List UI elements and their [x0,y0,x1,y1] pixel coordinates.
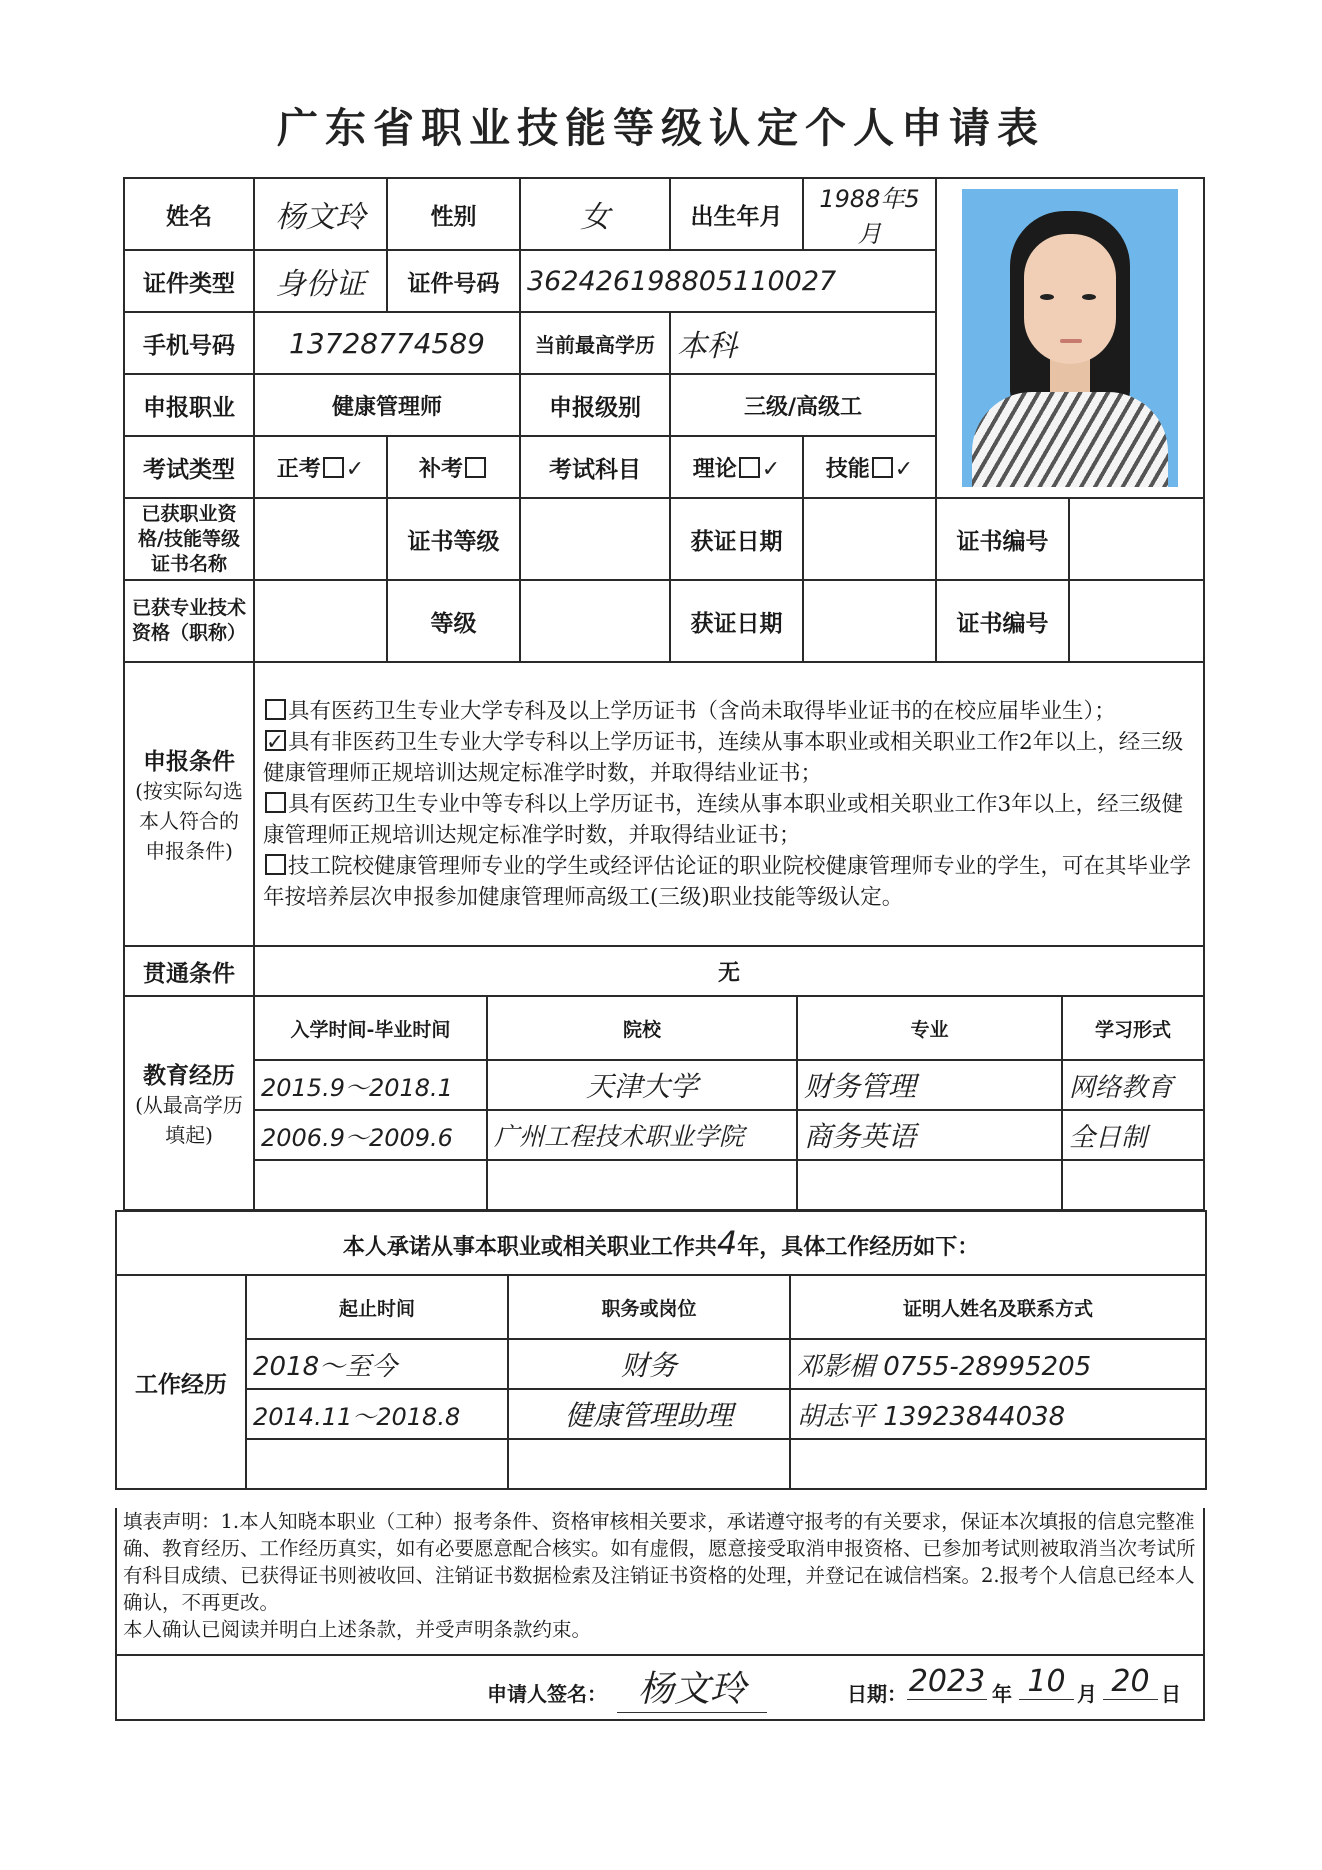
checkmark-icon: ✓ [761,456,781,482]
edu-label: 当前最高学历 [520,312,670,374]
work-header: 职务或岗位 [508,1275,790,1339]
checkmark-icon: ✓ [266,729,285,755]
photo-cell [936,178,1204,498]
education-school[interactable] [487,1160,797,1210]
condition-text: 具有医药卫生专业大学专科及以上学历证书（含尚未取得毕业证书的在校应届毕业生）； [288,698,1116,724]
work-position[interactable]: 健康管理助理 [508,1389,790,1439]
work-header: 证明人姓名及联系方式 [790,1275,1206,1339]
table-row [124,1160,1204,1210]
education-period[interactable]: 2015.9～2018.1 [254,1060,487,1110]
level-label: 申报级别 [520,374,670,436]
education-major[interactable]: 商务英语 [797,1110,1062,1160]
table-row [116,1439,1206,1489]
vocational-cert-label: 已获职业资格/技能等级证书名称 [124,498,254,580]
declaration-text: 填表声明：1.本人知晓本职业（工种）报考条件、资格审核相关要求，承诺遵守报考的有关要求，保证本次填报的信息完整准确、教育经历、工作经历真实，如有必要愿意配合核实。如有虚假，愿意接受取消申报资格、已参加考试则被取消当次考试所有科目成绩、已获得证书则被收回、注销证书数据检索及注销证书资格的处理，并登记在诚信档案。2.报考个人信息已经本人确认，不再更改。 [123,1510,1196,1614]
edu-value[interactable]: 本科 [670,312,936,374]
exam-makeup-text: 补考 [418,455,463,482]
subject-skill-text: 技能 [825,455,870,482]
declaration [115,1508,1205,1656]
job-label: 申报职业 [124,374,254,436]
gender-value[interactable]: 女 [520,178,670,250]
condition-item[interactable] [263,696,1195,727]
education-school[interactable]: 天津大学 [487,1060,797,1110]
conditions-label: 申报条件 [143,747,235,775]
professional-title-value[interactable] [254,580,387,662]
form-title: 广东省职业技能等级认定个人申请表 [277,104,1045,152]
condition-text: 具有非医药卫生专业大学专科以上学历证书，连续从事本职业或相关职业工作2年以上，经三级健康管理师正规培训达规定标准学时数，并取得结业证书； [263,729,1184,786]
id-no-value[interactable]: 362426198805110027 [520,250,936,312]
certificate-table [123,497,1205,663]
work-period[interactable]: 2018～至今 [246,1339,508,1389]
work-header: 起止时间 [246,1275,508,1339]
title-number-value[interactable] [1069,580,1204,662]
title-level-value[interactable] [520,580,670,662]
work-reference[interactable]: 邓影楣 0755-28995205 [790,1339,1206,1389]
condition-checkbox[interactable] [265,854,286,875]
date-day[interactable]: 20 [1103,1664,1158,1700]
through-value: 无 [254,946,1204,996]
applicant-signature[interactable]: 杨文玲 [617,1661,767,1713]
conditions-hint: (按实际勾选本人符合的申报条件) [135,778,243,863]
exam-type-label: 考试类型 [124,436,254,498]
day-unit: 日 [1161,1682,1181,1706]
job-value: 健康管理师 [254,374,520,436]
subject-skill-checkbox[interactable] [872,457,893,478]
condition-text: 技工院校健康管理师专业的学生或经评估论证的职业院校健康管理师专业的学生，可在其毕业学年按培养层次申报参加健康管理师高级工(三级)职业技能等级认定。 [263,853,1192,910]
work-label: 工作经历 [116,1275,246,1489]
gender-label: 性别 [387,178,520,250]
condition-item[interactable] [263,727,1195,789]
signature-row [115,1656,1205,1721]
level-value: 三级/高级工 [670,374,936,436]
table-row [124,1110,1204,1160]
education-header: 入学时间-毕业时间 [254,996,487,1060]
conditions-table [123,661,1205,997]
education-mode[interactable]: 全日制 [1062,1110,1204,1160]
year-unit: 年 [992,1682,1012,1706]
work-table [115,1210,1207,1490]
exam-regular-option[interactable] [254,436,387,498]
birth-label: 出生年月 [670,178,803,250]
subject-theory-option[interactable] [670,436,803,498]
education-header: 院校 [487,996,797,1060]
exam-regular-checkbox[interactable] [323,457,344,478]
education-table [123,995,1205,1211]
declaration-confirm: 本人确认已阅读并明白上述条款，并受声明条款约束。 [123,1618,592,1641]
work-period[interactable] [246,1439,508,1489]
date-month[interactable]: 10 [1019,1664,1074,1700]
birth-value[interactable]: 1988年5月 [803,178,936,250]
subject-skill-option[interactable] [803,436,936,498]
checkmark-icon: ✓ [345,456,365,482]
signature-label: 申请人签名： [487,1682,607,1706]
title-date-value[interactable] [803,580,936,662]
phone-value[interactable]: 13728774589 [254,312,520,374]
subject-label: 考试科目 [520,436,670,498]
subject-theory-text: 理论 [692,455,737,482]
name-value[interactable]: 杨文玲 [254,178,387,250]
condition-text: 具有医药卫生专业中等专科以上学历证书，连续从事本职业或相关职业工作3年以上，经三级健康管理师正规培训达规定标准学时数，并取得结业证书； [263,791,1184,848]
vocational-cert-value[interactable] [254,498,387,580]
education-header: 专业 [797,996,1062,1060]
promise-prefix: 本人承诺从事本职业或相关职业工作共 [342,1234,717,1260]
cert-date-label: 获证日期 [670,498,803,580]
id-no-label: 证件号码 [387,250,520,312]
title-level-label: 等级 [387,580,520,662]
education-period[interactable] [254,1160,487,1210]
id-type-value[interactable]: 身份证 [254,250,387,312]
applicant-photo [962,189,1178,487]
education-label-cell [124,996,254,1210]
cert-level-label: 证书等级 [387,498,520,580]
condition-checkbox[interactable] [265,792,286,813]
education-major[interactable]: 财务管理 [797,1060,1062,1110]
work-reference[interactable] [790,1439,1206,1489]
promise-years[interactable]: 4 [716,1224,738,1262]
cert-date-value[interactable] [803,498,936,580]
education-period[interactable]: 2006.9～2009.6 [254,1110,487,1160]
education-hint: (从最高学历填起) [135,1092,243,1147]
conditions-list [254,662,1204,946]
condition-item[interactable] [263,789,1195,851]
work-promise [116,1211,1206,1275]
checkmark-icon: ✓ [894,456,914,482]
title-number-label: 证书编号 [936,580,1069,662]
id-type-label: 证件类型 [124,250,254,312]
subject-theory-checkbox[interactable] [739,457,760,478]
education-mode[interactable]: 网络教育 [1062,1060,1204,1110]
education-school[interactable]: 广州工程技术职业学院 [487,1110,797,1160]
education-header: 学习形式 [1062,996,1204,1060]
through-label: 贯通条件 [124,946,254,996]
professional-title-label: 已获专业技术资格（职称） [124,580,254,662]
table-row [124,1060,1204,1110]
cert-level-value[interactable] [520,498,670,580]
personal-info-table [123,177,1205,499]
date-year[interactable]: 2023 [908,1664,986,1699]
work-period[interactable]: 2014.11～2018.8 [246,1389,508,1439]
title-date-label: 获证日期 [670,580,803,662]
work-reference[interactable]: 胡志平 13923844038 [790,1389,1206,1439]
condition-checkbox[interactable] [265,699,286,720]
table-row [116,1389,1206,1439]
date-label: 日期： [847,1682,907,1706]
table-row [116,1339,1206,1389]
cert-number-label: 证书编号 [936,498,1069,580]
conditions-label-cell [124,662,254,946]
education-major[interactable] [797,1160,1062,1210]
work-position[interactable] [508,1439,790,1489]
phone-label: 手机号码 [124,312,254,374]
work-position[interactable]: 财务 [508,1339,790,1389]
month-unit: 月 [1077,1682,1097,1706]
exam-makeup-checkbox[interactable] [465,457,486,478]
name-label: 姓名 [124,178,254,250]
promise-suffix: 年，具体工作经历如下： [737,1234,980,1260]
condition-item[interactable] [263,851,1195,913]
exam-regular-text: 正考 [276,455,321,482]
education-label: 教育经历 [143,1061,235,1089]
exam-makeup-option[interactable] [387,436,520,498]
cert-number-value[interactable] [1069,498,1204,580]
education-mode[interactable] [1062,1160,1204,1210]
